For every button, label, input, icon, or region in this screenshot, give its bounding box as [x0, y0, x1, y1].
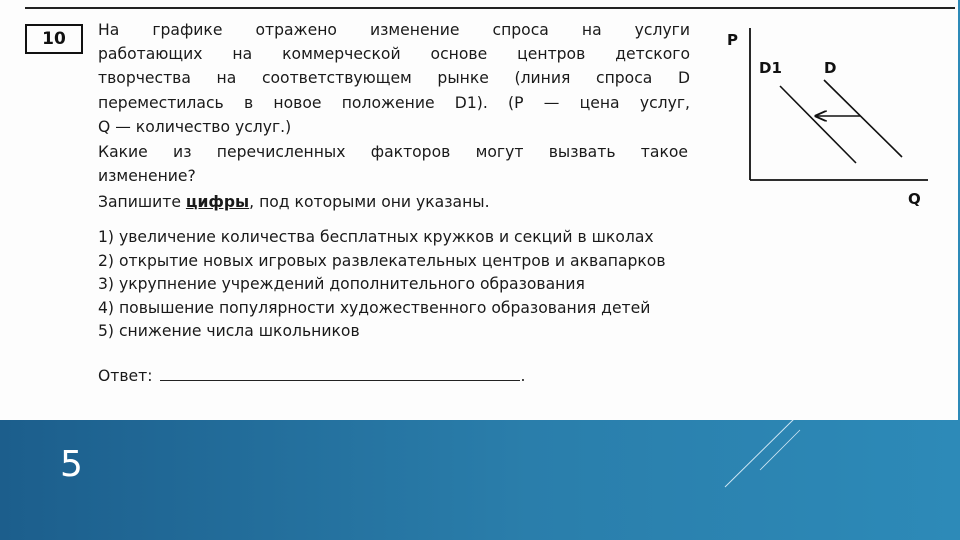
instruction-text: , под которыми они указаны.: [249, 193, 490, 211]
statement-line: творчества на соответствующем рынке (линия спроса D: [98, 69, 690, 88]
answer-row: [98, 366, 525, 385]
statement-line: работающих на коммерческой основе центров детского: [98, 45, 690, 64]
header-rule: [25, 7, 955, 9]
option-list: [98, 226, 666, 344]
option-item: 2) открытие новых игровых развлекательных центров и аквапарков: [98, 251, 666, 270]
demand-graph: [720, 20, 935, 215]
question-statement: [98, 18, 690, 139]
curve-d1-label: D1: [759, 59, 782, 77]
question-number-box: [25, 24, 83, 54]
prompt-line: Какие из перечисленных факторов могут вызвать такое: [98, 143, 688, 161]
option-item: 5) снижение числа школьников: [98, 322, 360, 341]
prompt-line: изменение?: [98, 166, 196, 185]
statement-line: На графике отражено изменение спроса на услуги: [98, 21, 690, 39]
demand-curve-d: [824, 80, 902, 157]
option-item: 4) повышение популярности художественного образования детей: [98, 298, 651, 317]
instruction: [98, 193, 490, 211]
instruction-text: Запишите: [98, 193, 186, 211]
slide-number: 5: [60, 444, 83, 485]
answer-field[interactable]: [160, 366, 520, 381]
x-axis-label: Q: [908, 190, 921, 208]
answer-label: Ответ:: [98, 367, 153, 385]
option-item: 3) укрупнение учреждений дополнительного образования: [98, 275, 585, 294]
option-item: 1) увеличение количества бесплатных кружков и секций в школах: [98, 228, 654, 246]
statement-line: переместилась в новое положение D1). (P — цена услуг,: [98, 93, 690, 112]
question-number: 10: [42, 29, 66, 49]
statement-line: Q — количество услуг.): [98, 117, 292, 136]
y-axis-label: P: [727, 31, 738, 49]
curve-d-label: D: [824, 59, 837, 77]
instruction-emphasis: цифры: [185, 193, 250, 211]
question-prompt: [98, 141, 688, 188]
answer-end: .: [520, 367, 526, 385]
demand-curve-d1: [780, 86, 856, 163]
